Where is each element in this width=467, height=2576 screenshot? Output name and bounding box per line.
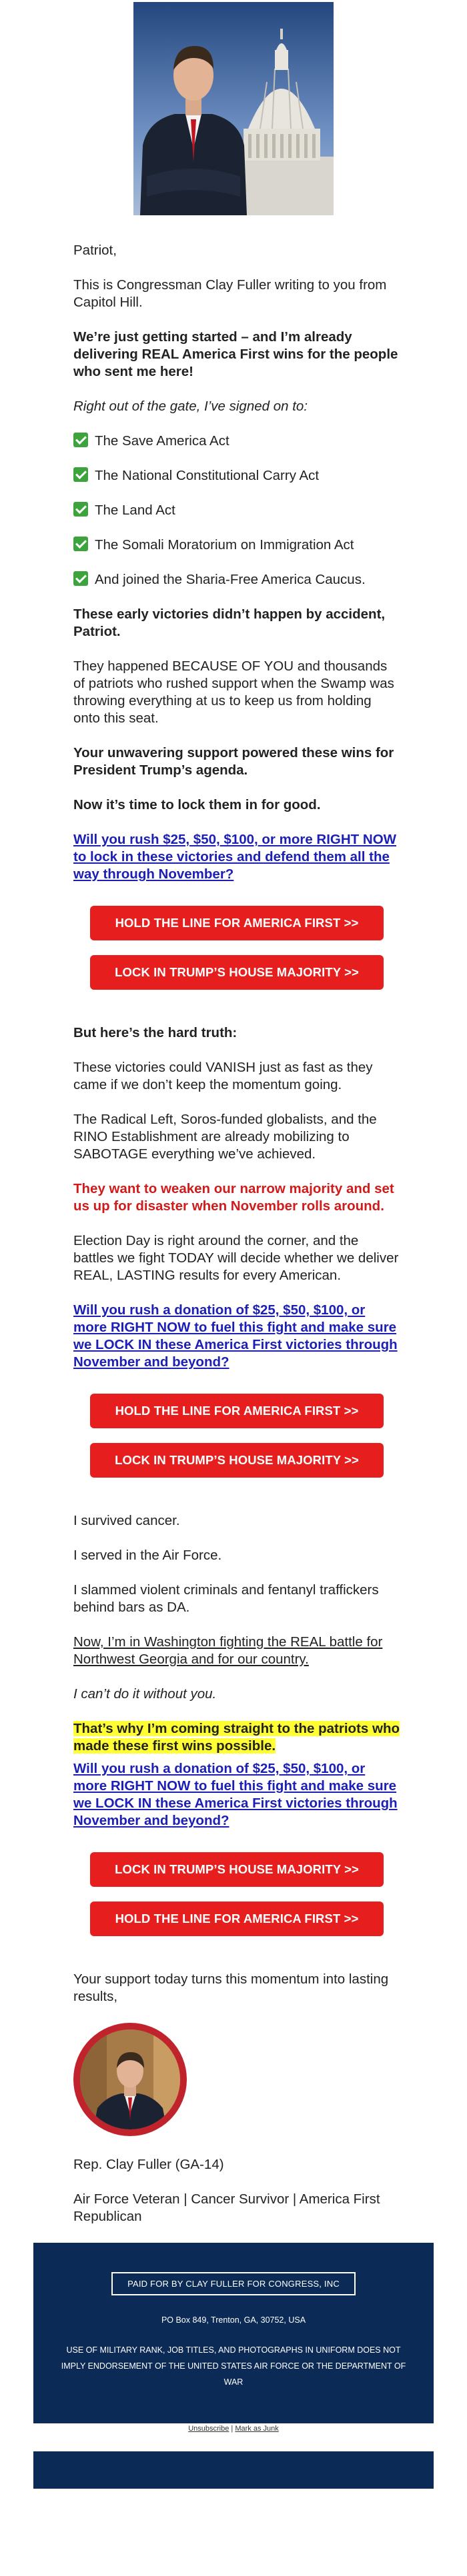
election-day-paragraph: Election Day is right around the corner, and the battles we fight TODAY will decide whether we deliver REAL, LASTING results for every American.: [73, 1233, 399, 1283]
support-powered-paragraph: Your unwavering support powered these wins for President Trump’s agenda.: [73, 745, 394, 778]
greeting: Patriot,: [73, 243, 117, 258]
weaken-paragraph: They want to weaken our narrow majority and set us up for disaster when November rolls around.: [73, 1181, 394, 1214]
donate-ask-link[interactable]: Will you rush a donation of $25, $50, $100, or more RIGHT NOW to fuel this fight and make sure we LOCK IN these America First victories through November and beyond?: [73, 1761, 398, 1828]
bio-line: I served in the Air Force.: [73, 1548, 222, 1563]
signature-name: Rep. Clay Fuller (GA-14): [73, 2157, 224, 2172]
check-mark-icon: [73, 467, 88, 482]
check-mark-icon: [73, 571, 88, 586]
avatar: [73, 2023, 187, 2136]
bio-line: I survived cancer.: [73, 1513, 180, 1528]
bottom-bar: [33, 2451, 434, 2489]
lock-in-majority-button[interactable]: LOCK IN TRUMP’S HOUSE MAJORITY >>: [90, 1443, 384, 1478]
donate-ask-link[interactable]: Will you rush $25, $50, $100, or more RIGHT NOW to lock in these victories and defend them all the way through November?: [73, 832, 396, 882]
because-of-you-paragraph: They happened BECAUSE OF YOU and thousands of patriots who rushed support when the Swamp was throwing everything at us to keep us from holding onto this seat.: [73, 658, 394, 726]
footer-address: PO Box 849, Trenton, GA, 30752, USA: [161, 2315, 306, 2325]
win-label: The Somali Moratorium on Immigration Act: [95, 537, 354, 553]
footer: [33, 2243, 434, 2423]
donate-ask-link[interactable]: Will you rush a donation of $25, $50, $100, or more RIGHT NOW to fuel this fight and make sure we LOCK IN these America First victories through November and beyond?: [73, 1302, 398, 1370]
win-label: And joined the Sharia-Free America Caucus.: [95, 572, 366, 587]
win-label: The Save America Act: [95, 433, 229, 449]
hold-the-line-button[interactable]: HOLD THE LINE FOR AMERICA FIRST >>: [90, 1902, 384, 1936]
unsubscribe-link[interactable]: Unsubscribe: [188, 2425, 229, 2433]
mark-as-junk-link[interactable]: Mark as Junk: [235, 2425, 279, 2433]
lock-in-majority-button[interactable]: LOCK IN TRUMP’S HOUSE MAJORITY >>: [90, 1852, 384, 1887]
email-body: [67, 215, 400, 2225]
lock-in-paragraph: Now it’s time to lock them in for good.: [73, 797, 321, 812]
button-group: [73, 1847, 400, 1971]
lock-in-majority-button[interactable]: LOCK IN TRUMP’S HOUSE MAJORITY >>: [90, 955, 384, 990]
hold-the-line-button[interactable]: HOLD THE LINE FOR AMERICA FIRST >>: [90, 1394, 384, 1428]
portrait-illustration: [80, 2029, 180, 2129]
win-item: [73, 502, 400, 519]
getting-started-paragraph: We’re just getting started – and I’m already delivering REAL America First wins for the people who sent me here!: [73, 329, 398, 379]
button-group: [73, 900, 400, 1024]
early-victories-paragraph: These early victories didn’t happen by accident, Patriot.: [73, 607, 386, 639]
email-page: [0, 2, 467, 2489]
check-mark-icon: [73, 502, 88, 517]
hero-photo: [133, 2, 334, 215]
washington-paragraph: Now, I’m in Washington fighting the REAL battle for Northwest Georgia and for our country.: [73, 1634, 383, 1667]
radical-left-paragraph: The Radical Left, Soros-funded globalists, and the RINO Establishment are already mobilizing to SABOTAGE everything we’ve achieved.: [73, 1112, 377, 1162]
separator: |: [231, 2425, 234, 2433]
unsubscribe-row: [0, 2423, 467, 2433]
avatar-photo: [80, 2029, 180, 2129]
vanish-paragraph: These victories could VANISH just as fast as they came if we don’t keep the momentum going.: [73, 1060, 373, 1092]
win-label: The National Constitutional Carry Act: [95, 468, 320, 483]
check-mark-icon: [73, 433, 88, 447]
win-item: [73, 433, 400, 450]
button-group: [73, 1388, 400, 1512]
paid-for-box: PAID FOR BY CLAY FULLER FOR CONGRESS, INC: [111, 2272, 356, 2295]
win-item: [73, 467, 400, 485]
win-item: [73, 571, 400, 589]
signature-tagline: Air Force Veteran | Cancer Survivor | America First Republican: [73, 2191, 380, 2224]
coming-straight-highlight: That’s why I’m coming straight to the patriots who made these first wins possible.: [73, 1721, 400, 1754]
hard-truth-paragraph: But here’s the hard truth:: [73, 1025, 238, 1040]
bio-line: I slammed violent criminals and fentanyl traffickers behind bars as DA.: [73, 1582, 379, 1615]
win-item: [73, 537, 400, 554]
footer-disclaimer: USE OF MILITARY RANK, JOB TITLES, AND PHOTOGRAPHS IN UNIFORM DOES NOT IMPLY ENDORSEMENT OF THE UNITED STATES AIR FORCE OR THE DEPARTMENT OF WAR: [61, 2345, 406, 2387]
intro-paragraph: This is Congressman Clay Fuller writing to you from Capitol Hill.: [73, 277, 387, 310]
signed-on-paragraph: Right out of the gate, I’ve signed on to:: [73, 399, 308, 414]
capitol-portrait-illustration: [133, 2, 334, 215]
hold-the-line-button[interactable]: HOLD THE LINE FOR AMERICA FIRST >>: [90, 906, 384, 940]
win-label: The Land Act: [95, 503, 175, 518]
closing-paragraph: Your support today turns this momentum into lasting results,: [73, 1971, 389, 2004]
cant-do-paragraph: I can’t do it without you.: [73, 1686, 217, 1702]
check-mark-icon: [73, 537, 88, 551]
